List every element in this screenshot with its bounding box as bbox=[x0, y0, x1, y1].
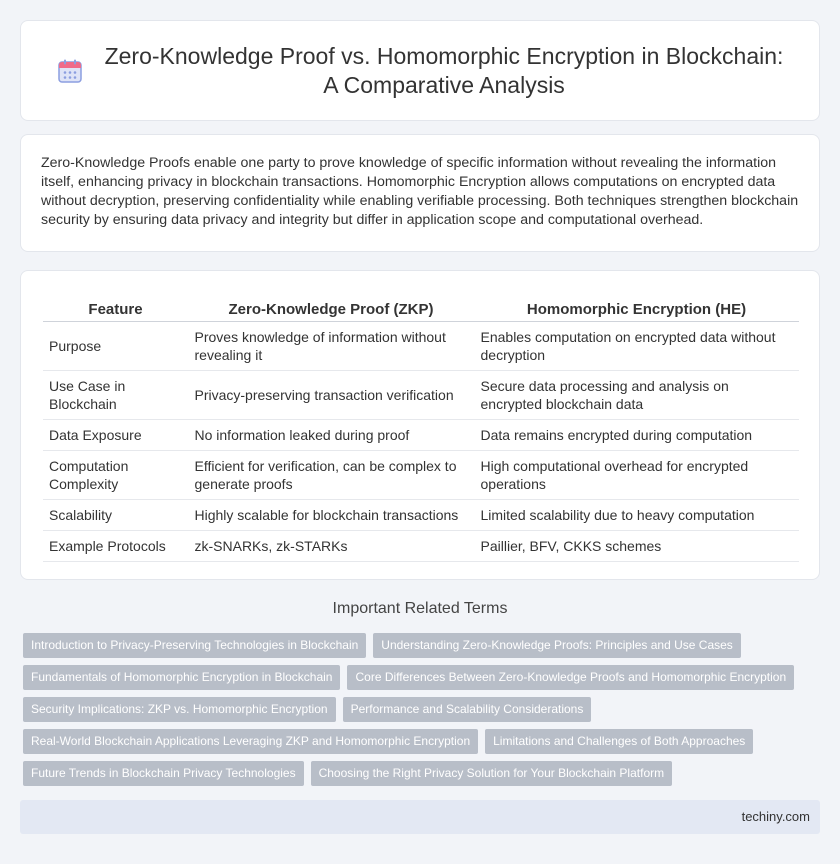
cell-feature: Scalability bbox=[43, 499, 188, 530]
table-row bbox=[43, 499, 799, 530]
related-term-link[interactable]: Security Implications: ZKP vs. Homomorphic Encryption bbox=[23, 697, 336, 722]
header-he: Homomorphic Encryption (HE) bbox=[474, 294, 799, 321]
title-line-2: A Comparative Analysis bbox=[323, 71, 565, 98]
table-row bbox=[43, 321, 799, 370]
cell-feature: Purpose bbox=[43, 321, 188, 370]
intro-text: Zero-Knowledge Proofs enable one party to prove knowledge of specific information without revealing the information itself, enhancing privacy in blockchain transactions. Homomorphic Encryption allows computations on encrypted data without decryption, preserving confidentiality while enabling verifiable processing. Both techniques strengthen blockchain security by ensuring data privacy and integrity but differ in application scope and computational overhead. bbox=[41, 155, 799, 228]
table-row bbox=[43, 530, 799, 561]
related-term-link[interactable]: Choosing the Right Privacy Solution for Your Blockchain Platform bbox=[311, 761, 673, 786]
table-row bbox=[43, 370, 799, 419]
cell-feature: Computation Complexity bbox=[43, 450, 188, 499]
related-term-link[interactable]: Real-World Blockchain Applications Leveraging ZKP and Homomorphic Encryption bbox=[23, 729, 478, 754]
cell-he: Limited scalability due to heavy computation bbox=[474, 499, 799, 530]
cell-zkp: Highly scalable for blockchain transactions bbox=[188, 499, 474, 530]
cell-he: Data remains encrypted during computation bbox=[474, 419, 799, 450]
footer-site-link[interactable]: techiny.com bbox=[741, 809, 810, 824]
cell-he: Secure data processing and analysis on encrypted blockchain data bbox=[474, 370, 799, 419]
table-header-row bbox=[43, 294, 799, 321]
header-feature: Feature bbox=[43, 294, 188, 321]
cell-he: Enables computation on encrypted data without decryption bbox=[474, 321, 799, 370]
cell-zkp: Proves knowledge of information without revealing it bbox=[188, 321, 474, 370]
related-term-link[interactable]: Future Trends in Blockchain Privacy Technologies bbox=[23, 761, 304, 786]
cell-feature: Data Exposure bbox=[43, 419, 188, 450]
cell-feature: Use Case in Blockchain bbox=[43, 370, 188, 419]
related-term-link[interactable]: Understanding Zero-Knowledge Proofs: Principles and Use Cases bbox=[373, 633, 741, 658]
cell-zkp: Privacy-preserving transaction verification bbox=[188, 370, 474, 419]
cell-he: Paillier, BFV, CKKS schemes bbox=[474, 530, 799, 561]
cell-zkp: zk-SNARKs, zk-STARKs bbox=[188, 530, 474, 561]
calendar-icon bbox=[57, 58, 83, 84]
intro-card bbox=[20, 134, 820, 252]
table-row bbox=[43, 419, 799, 450]
cell-he: High computational overhead for encrypted operations bbox=[474, 450, 799, 499]
cell-zkp: No information leaked during proof bbox=[188, 419, 474, 450]
comparison-table bbox=[43, 294, 799, 562]
related-term-link[interactable]: Core Differences Between Zero-Knowledge Proofs and Homomorphic Encryption bbox=[347, 665, 794, 690]
related-term-link[interactable]: Introduction to Privacy-Preserving Technologies in Blockchain bbox=[23, 633, 366, 658]
related-term-link[interactable]: Limitations and Challenges of Both Approaches bbox=[485, 729, 753, 754]
footer bbox=[20, 800, 820, 834]
page-title bbox=[105, 42, 784, 100]
related-term-link[interactable]: Fundamentals of Homomorphic Encryption in Blockchain bbox=[23, 665, 340, 690]
related-term-link[interactable]: Performance and Scalability Considerations bbox=[343, 697, 592, 722]
cell-zkp: Efficient for verification, can be complex to generate proofs bbox=[188, 450, 474, 499]
header-card bbox=[20, 20, 820, 121]
title-line-1: Zero-Knowledge Proof vs. Homomorphic Encryption in Blockchain: bbox=[104, 42, 784, 69]
cell-feature: Example Protocols bbox=[43, 530, 188, 561]
header-zkp: Zero-Knowledge Proof (ZKP) bbox=[188, 294, 474, 321]
related-terms-list bbox=[23, 633, 813, 793]
related-terms-title: Important Related Terms bbox=[332, 600, 508, 617]
table-row bbox=[43, 450, 799, 499]
comparison-card bbox=[20, 270, 820, 580]
